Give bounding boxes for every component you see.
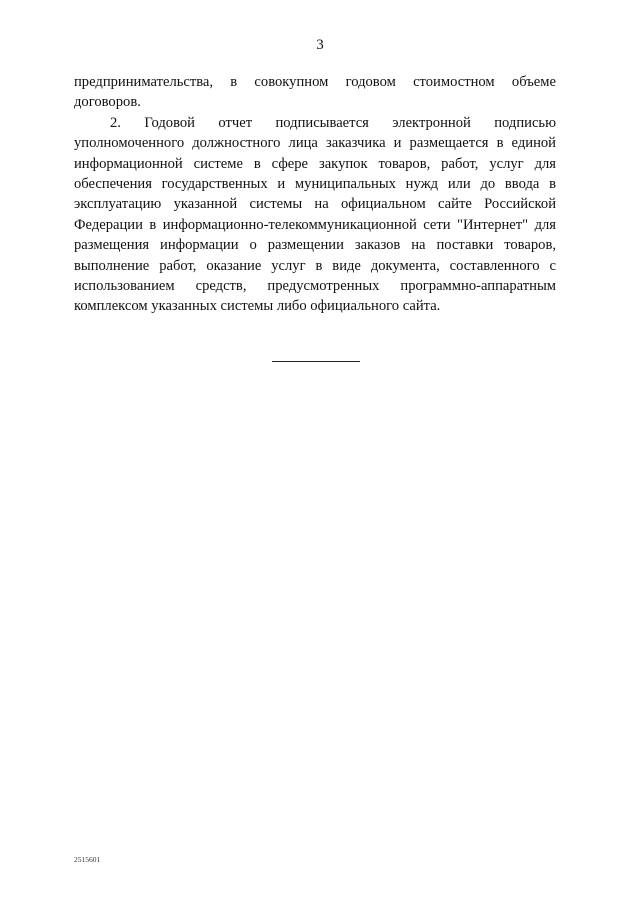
- document-body: [74, 72, 556, 317]
- paragraph-item-2: 2. Годовой отчет подписывается электронной подписью уполномоченного должностного лица заказчика и размещается в единой информационной системе в сфере закупок товаров, работ, услуг для обеспечения государственных и муниципальных нужд или до ввода в эксплуатацию указанной системы на официальном сайте Российской Федерации в информационно-телекоммуникационной сети "Интернет" для размещения информации о размещении заказов на поставки товаров, выполнение работ, оказание услуг в виде документа, составленного с использованием средств, предусмотренных программно-аппаратным комплексом указанных системы либо официального сайта.: [74, 114, 556, 315]
- page-number: 3: [316, 37, 324, 53]
- document-code: 2515601: [74, 855, 101, 864]
- paragraph-continuation: предпринимательства, в совокупном годовом стоимостном объеме договоров.: [74, 74, 556, 111]
- end-separator-line: [272, 361, 360, 362]
